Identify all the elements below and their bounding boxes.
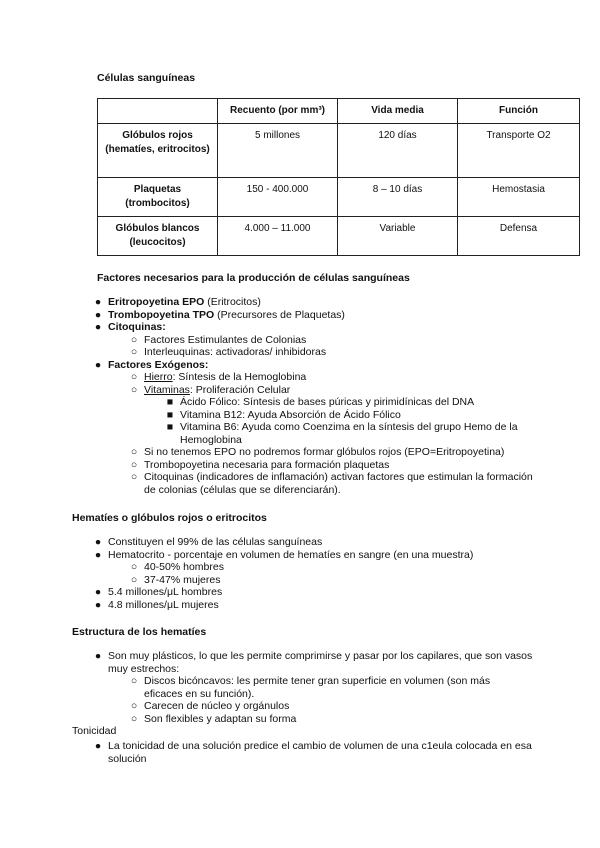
square-bullet-icon: ■ — [166, 408, 174, 421]
table-cell: 150 - 400.000 — [218, 178, 338, 217]
table-row — [98, 124, 580, 178]
circle-bullet-icon: ○ — [130, 561, 138, 573]
list-item: ○ Discos bicóncavos: les permite tener gran superficie en volumen (son más eficaces en su función). — [130, 675, 491, 700]
list-item: ● Constituyen el 99% de las células sanguíneas — [94, 536, 323, 548]
hematies-list — [94, 536, 578, 611]
bullet-icon: ● — [94, 586, 102, 598]
section-title-tonicidad: Tonicidad — [72, 725, 117, 737]
circle-bullet-icon: ○ — [130, 371, 138, 383]
table-cell: Hemostasia — [458, 178, 580, 217]
circle-bullet-icon: ○ — [130, 383, 138, 396]
section-title-estructura: Estructura de los hematíes — [72, 626, 207, 638]
section-title-hematies: Hematíes o glóbulos rojos o eritrocitos — [72, 512, 267, 524]
section-title-factores: Factores necesarios para la producción de células sanguíneas — [97, 272, 410, 284]
list-item: ● 5.4 millones/μL hombres — [94, 586, 223, 598]
bullet-icon: ● — [94, 308, 102, 321]
list-item: ● La tonicidad de una solución predice el cambio de volumen de una c1eula colocada en esa solución — [94, 740, 532, 765]
circle-bullet-icon: ○ — [130, 446, 138, 458]
table-cell: Transporte O2 — [458, 124, 580, 178]
table-header: Recuento (por mm³) — [218, 99, 338, 124]
list-item: ■ Vitamina B6: Ayuda como Coenzima en la síntesis del grupo Hemo de la Hemoglobina — [166, 421, 518, 446]
bullet-icon: ● — [94, 598, 102, 611]
list-item: ○ Hierro: Síntesis de la Hemoglobina — [130, 371, 307, 383]
table-cell: 120 días — [338, 124, 458, 178]
table-row — [98, 178, 580, 217]
circle-bullet-icon: ○ — [130, 700, 138, 712]
bullet-icon: ● — [94, 650, 102, 662]
table-header-row — [98, 99, 580, 124]
list-item: ○ 37-47% mujeres — [130, 573, 221, 586]
bullet-icon: ● — [94, 548, 102, 561]
table-header: Función — [458, 99, 580, 124]
table-header — [98, 99, 218, 124]
list-item: ● Eritropoyetina EPO (Eritrocitos) — [94, 296, 261, 308]
list-item: ○ 40-50% hombres — [130, 561, 224, 573]
bullet-icon: ● — [94, 536, 102, 548]
list-item: ○ Vitaminas: Proliferación Celular — [130, 383, 291, 396]
circle-bullet-icon: ○ — [130, 471, 138, 483]
list-item: ○ Citoquinas (indicadores de inflamación) activan factores que estimulan la formación de colonias (células que se diferenciarán). — [130, 471, 533, 496]
list-item: ● Factores Exógenos: — [94, 358, 209, 371]
tonicidad-list — [94, 740, 538, 765]
table-row — [98, 217, 580, 256]
bullet-icon: ● — [94, 321, 102, 333]
bullet-icon: ● — [94, 740, 102, 752]
table-cell: Variable — [338, 217, 458, 256]
circle-bullet-icon: ○ — [130, 675, 138, 687]
list-item: ● Citoquinas: — [94, 321, 166, 333]
circle-bullet-icon: ○ — [130, 346, 138, 358]
list-item: ○ Interleuquinas: activadoras/ inhibidoras — [130, 346, 327, 358]
list-item: ● Hematocrito - porcentaje en volumen de hematíes en sangre (en una muestra) — [94, 548, 474, 561]
bullet-icon: ● — [94, 296, 102, 308]
bullet-icon: ● — [94, 358, 102, 371]
table-header: Vida media — [338, 99, 458, 124]
list-item: ○ Si no tenemos EPO no podremos formar glóbulos rojos (EPO=Eritropoyetina) — [130, 446, 505, 458]
table-cell: Defensa — [458, 217, 580, 256]
list-item: ○ Factores Estimulantes de Colonias — [130, 333, 307, 346]
circle-bullet-icon: ○ — [130, 573, 138, 586]
table-cell-name: Glóbulos blancos (leucocitos) — [98, 217, 218, 256]
square-bullet-icon: ■ — [166, 421, 174, 433]
square-bullet-icon: ■ — [166, 396, 174, 408]
list-item: ● 4.8 millones/μL mujeres — [94, 598, 219, 611]
circle-bullet-icon: ○ — [130, 333, 138, 346]
list-item: ○ Carecen de núcleo y orgánulos — [130, 700, 290, 712]
list-item: ■ Ácido Fólico: Síntesis de bases púricas y pirimidínicas del DNA — [166, 396, 475, 408]
list-item: ● Son muy plásticos, lo que les permite comprimirse y pasar por los capilares, que son vasos muy estrechos: — [94, 650, 533, 675]
blood-cells-table — [97, 98, 580, 256]
circle-bullet-icon: ○ — [130, 712, 138, 725]
list-item: ○ Son flexibles y adaptan su forma — [130, 712, 297, 725]
section-title-celulas: Células sanguíneas — [97, 72, 196, 84]
factors-list — [94, 296, 578, 496]
list-item: ■ Vitamina B12: Ayuda Absorción de Ácido Fólico — [166, 408, 401, 421]
table-cell-name: Glóbulos rojos (hematíes, eritrocitos) — [98, 124, 218, 178]
list-item: ○ Trombopoyetina necesaria para formación plaquetas — [130, 458, 390, 471]
table-cell: 8 – 10 días — [338, 178, 458, 217]
circle-bullet-icon: ○ — [130, 458, 138, 471]
table-cell: 4.000 – 11.000 — [218, 217, 338, 256]
table-cell-name: Plaquetas (trombocitos) — [98, 178, 218, 217]
list-item: ● Trombopoyetina TPO (Precursores de Plaquetas) — [94, 308, 345, 321]
table-cell: 5 millones — [218, 124, 338, 178]
estructura-list — [94, 650, 548, 725]
